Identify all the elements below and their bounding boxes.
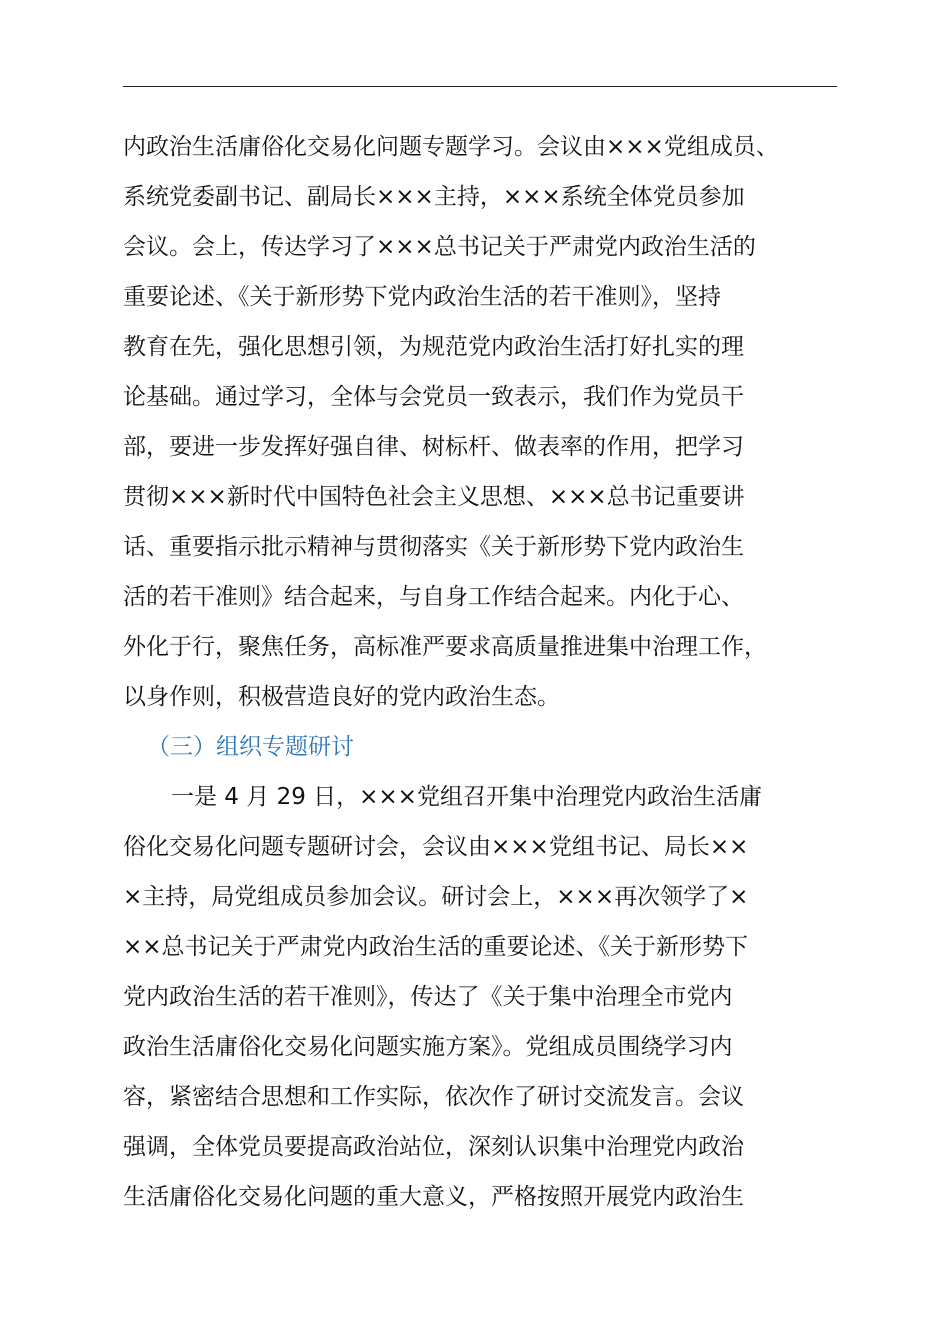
body-line: 论基础。通过学习，全体与会党员一致表示，我们作为党员干 [123,384,744,410]
body-line: 一是 4 月 29 日，×××党组召开集中治理党内政治生活庸 [171,784,762,810]
body-line: 强调，全体党员要提高政治站位，深刻认识集中治理党内政治 [123,1134,744,1160]
body-line: 外化于行，聚焦任务，高标准严要求高质量推进集中治理工作， [123,634,767,660]
body-line: 部，要进一步发挥好强自律、树标杆、做表率的作用，把学习 [123,434,744,460]
section-heading: （三）组织专题研讨 [147,734,354,760]
body-line: 会议。会上，传达学习了×××总书记关于严肃党内政治生活的 [123,234,756,260]
body-line: 系统党委副书记、副局长×××主持，×××系统全体党员参加 [123,184,745,210]
body-line: 政治生活庸俗化交易化问题实施方案》。党组成员围绕学习内 [123,1034,733,1060]
body-line: ×主持，局党组成员参加会议。研讨会上，×××再次领学了× [123,884,749,910]
body-line: 重要论述、《关于新形势下党内政治生活的若干准则》，坚持 [123,284,721,310]
body-line: 党内政治生活的若干准则》，传达了《关于集中治理全市党内 [123,984,733,1010]
body-line: 内政治生活庸俗化交易化问题专题学习。会议由×××党组成员、 [123,134,779,160]
body-line: 以身作则，积极营造良好的党内政治生态。 [123,684,560,710]
body-line: 教育在先，强化思想引领，为规范党内政治生活打好扎实的理 [123,334,744,360]
body-line: 话、重要指示批示精神与贯彻落实《关于新形势下党内政治生 [123,534,744,560]
body-line: 贯彻×××新时代中国特色社会主义思想、×××总书记重要讲 [123,484,745,510]
body-line: 容，紧密结合思想和工作实际，依次作了研讨交流发言。会议 [123,1084,744,1110]
body-line: 生活庸俗化交易化问题的重大意义，严格按照开展党内政治生 [123,1184,744,1210]
body-line: 俗化交易化问题专题研讨会，会议由×××党组书记、局长×× [123,834,749,860]
body-line: 活的若干准则》结合起来，与自身工作结合起来。内化于心、 [123,584,744,610]
body-line: ××总书记关于严肃党内政治生活的重要论述、《关于新形势下 [123,934,749,960]
header-rule [123,86,837,87]
